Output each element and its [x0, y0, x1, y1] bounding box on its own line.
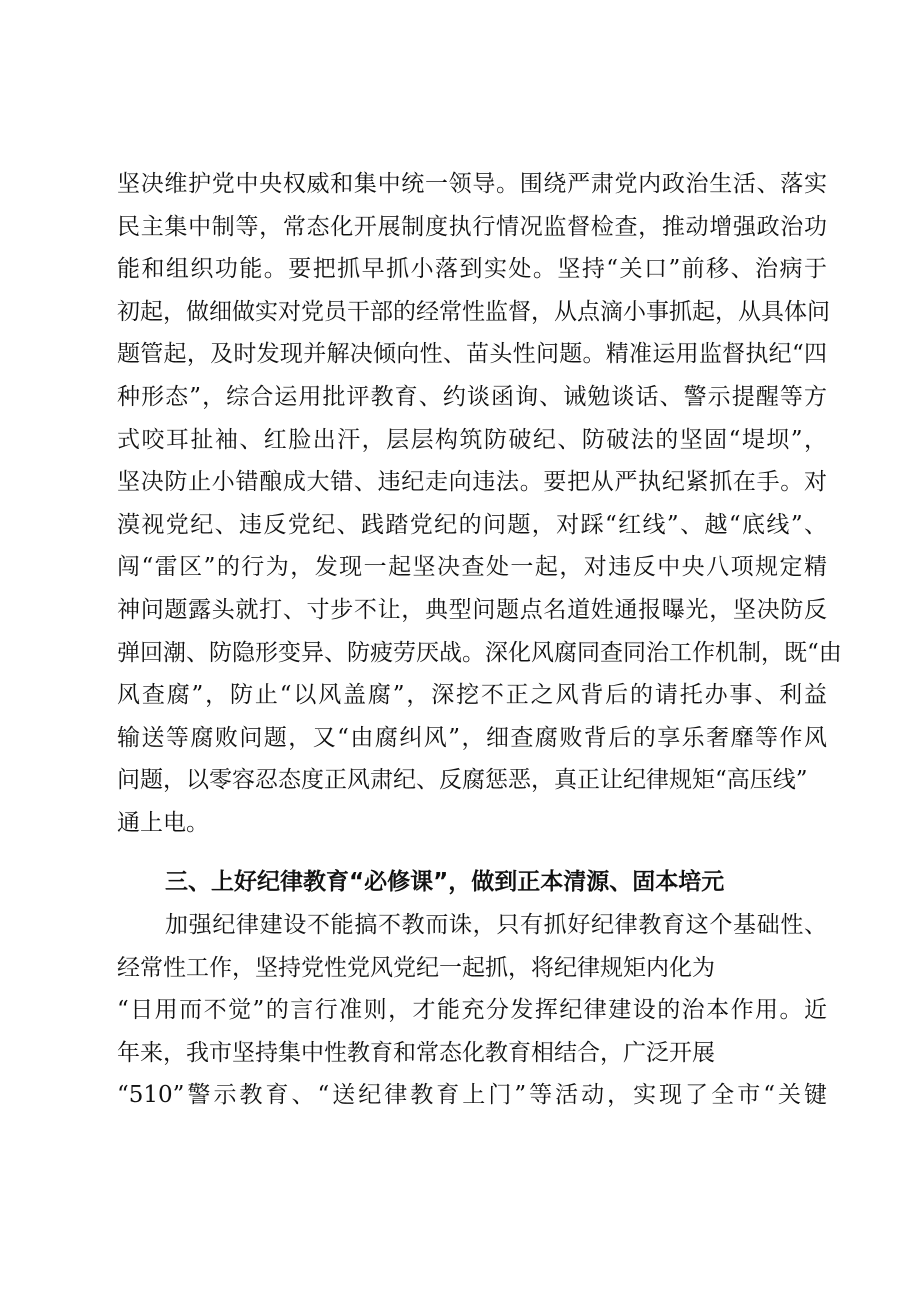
paragraph-2-line: 加强纪律建设不能搞不教而诛，只有抓好纪律教育这个基础性、	[165, 912, 827, 938]
paragraph-1-line: 神问题露头就打、寸步不让，典型问题点名道姓通报曝光，坚决防反	[117, 597, 827, 623]
paragraph-1-line: 坚决防止小错酿成大错、违纪走向违法。要把从严执纪紧抓在手。对	[117, 469, 827, 496]
paragraph-2-line: “510”警示教育、“送纪律教育上门”等活动，实现了全市“关键	[117, 1082, 827, 1109]
paragraph-1-line: 初起，做细做实对党员干部的经常性监督，从点滴小事抓起，从具体问	[117, 298, 830, 325]
paragraph-1-line: 式咬耳扯袖、红脸出汗，层层构筑防破纪、防破法的坚固“堤坝”，	[117, 426, 827, 453]
paragraph-1-line: 输送等腐败问题，又“由腐纠风”，细查腐败背后的享乐奢靡等作风	[117, 724, 827, 751]
paragraph-1-line: 闯“雷区”的行为，发现一起坚决查处一起，对违反中央八项规定精	[117, 554, 827, 581]
paragraph-1-line: 漠视党纪、违反党纪、践踏党纪的问题，对踩“红线”、越“底线”、	[117, 511, 827, 538]
paragraph-2-line: 年来，我市坚持集中性教育和常态化教育相结合，广泛开展	[117, 1039, 715, 1066]
paragraph-2-line: 经常性工作，坚持党性党风党纪一起抓，将纪律规矩内化为	[117, 954, 715, 981]
paragraph-1-line: 题管起，及时发现并解决倾向性、苗头性问题。精准运用监督执纪“四	[117, 341, 827, 368]
paragraph-2-line: “日用而不觉”的言行准则，才能充分发挥纪律建设的治本作用。近	[117, 997, 827, 1024]
paragraph-1-line: 种形态”，综合运用批评教育、约谈函询、诫勉谈话、警示提醒等方	[117, 384, 827, 410]
section-heading: 三、上好纪律教育“必修课”，做到正本清源、固本培元	[165, 869, 725, 895]
paragraph-1-line: 民主集中制等，常态化开展制度执行情况监督检查，推动增强政治功	[117, 213, 827, 240]
paragraph-1-line: 弹回潮、防隐形变异、防疲劳厌战。深化风腐同查同治工作机制，既“由	[117, 639, 842, 666]
paragraph-1-line: 能和组织功能。要把抓早抓小落到实处。坚持“关口”前移、治病于	[117, 256, 827, 283]
paragraph-1-line: 通上电。	[117, 810, 209, 836]
paragraph-1-line: 风查腐”，防止“以风盖腐”，深挖不正之风背后的请托办事、利益	[117, 682, 827, 709]
paragraph-1-line: 坚决维护党中央权威和集中统一领导。围绕严肃党内政治生活、落实	[117, 171, 827, 197]
paragraph-1-line: 问题，以零容忍态度正风肃纪、反腐惩恶，真正让纪律规矩“高压线”	[117, 767, 808, 794]
